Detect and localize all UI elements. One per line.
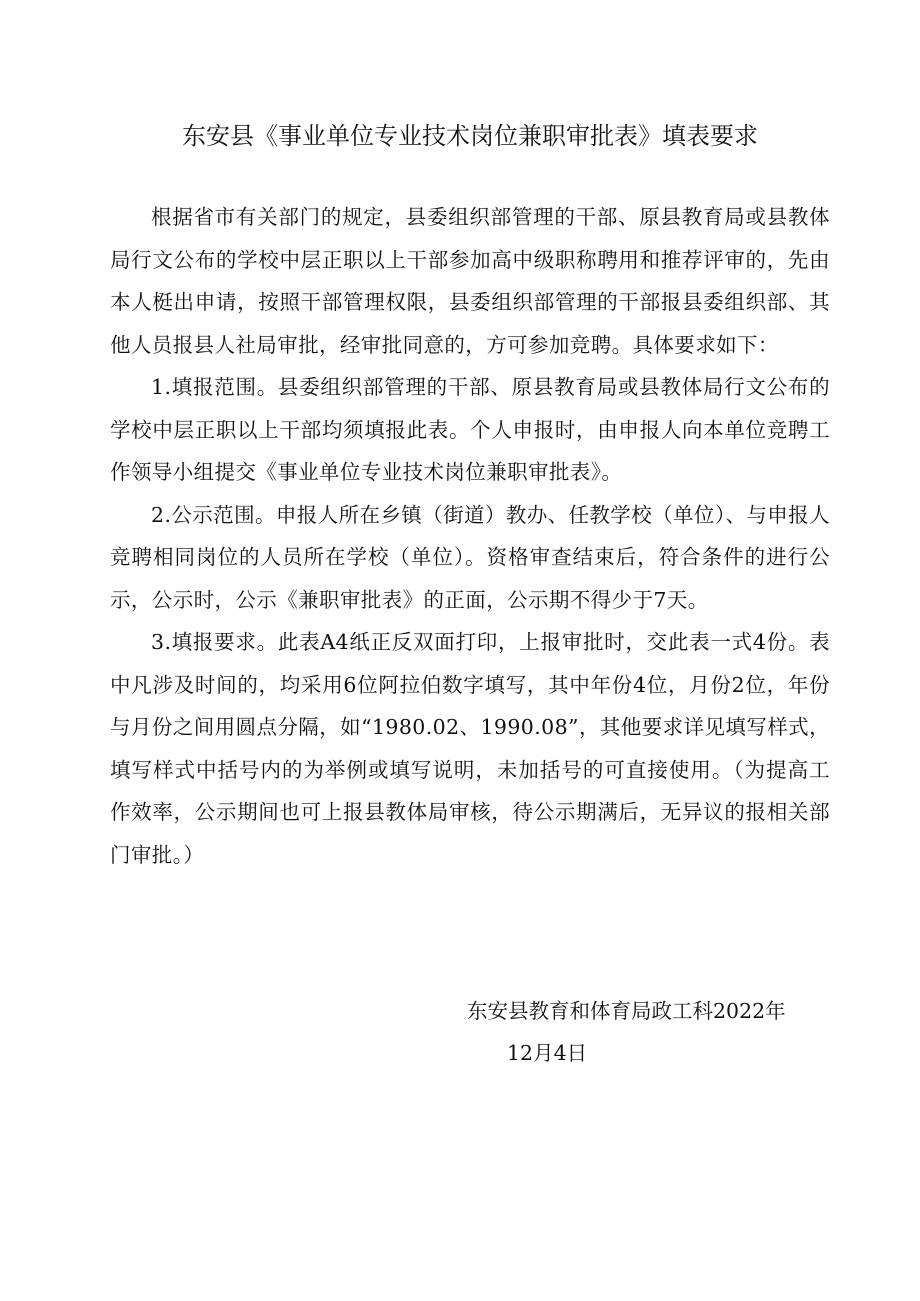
signature-issuer: 东安县教育和体育局政工科2022年 — [467, 999, 786, 1023]
signature-date: 12月4日 — [507, 1041, 588, 1065]
intro-paragraph: 根据省市有关部门的规定，县委组织部管理的干部、原县教育局或县教体局行文公布的学校中层正职以上干部参加高中级职称聘用和推荐评审的，先由本人梃出申请，按照干部管理权限，县委组织部管理的干部报县委组织部、其他人员报县人社局审批，经审批同意的，方可参加竞聘。具体要求如下： — [110, 205, 830, 357]
signature-block — [467, 990, 827, 1074]
publicity-scope-paragraph: 2.公示范围。申报人所在乡镇（街道）教办、任教学校（单位）、与申报人竞聘相同岗位的人员所在学校（单位）。资格审查结束后，符合条件的进行公示，公示时，公示《兼职审批表》的正面，公示期不得少于7天。 — [110, 502, 830, 612]
document-title: 东安县《事业单位专业技术岗位兼职审批表》填表要求 — [182, 122, 758, 150]
fill-requirements-paragraph: 3.填报要求。此表A4纸正反双面打印，上报审批时，交此表一式4份。表中凡涉及时间的，均采用6位阿拉伯数字填写，其中年份4位，月份2位，年份与月份之间用圆点分隔，如“1980.02、1990.08”，其他要求详见填写样式，填写样式中括号内的为举例或填写说明，未加括号的可直接使用。（为提高工作效率，公示期间也可上报县教体局审核，待公示期满后，无异议的报相关部门审批。） — [110, 630, 830, 867]
document-body — [110, 196, 830, 876]
fill-scope-paragraph: 1.填报范围。县委组织部管理的干部、原县教育局或县教体局行文公布的学校中层正职以上干部均须填报此表。个人申报时，由申报人向本单位竞聘工作领导小组提交《事业单位专业技术岗位兼职审批表》。 — [110, 375, 830, 484]
